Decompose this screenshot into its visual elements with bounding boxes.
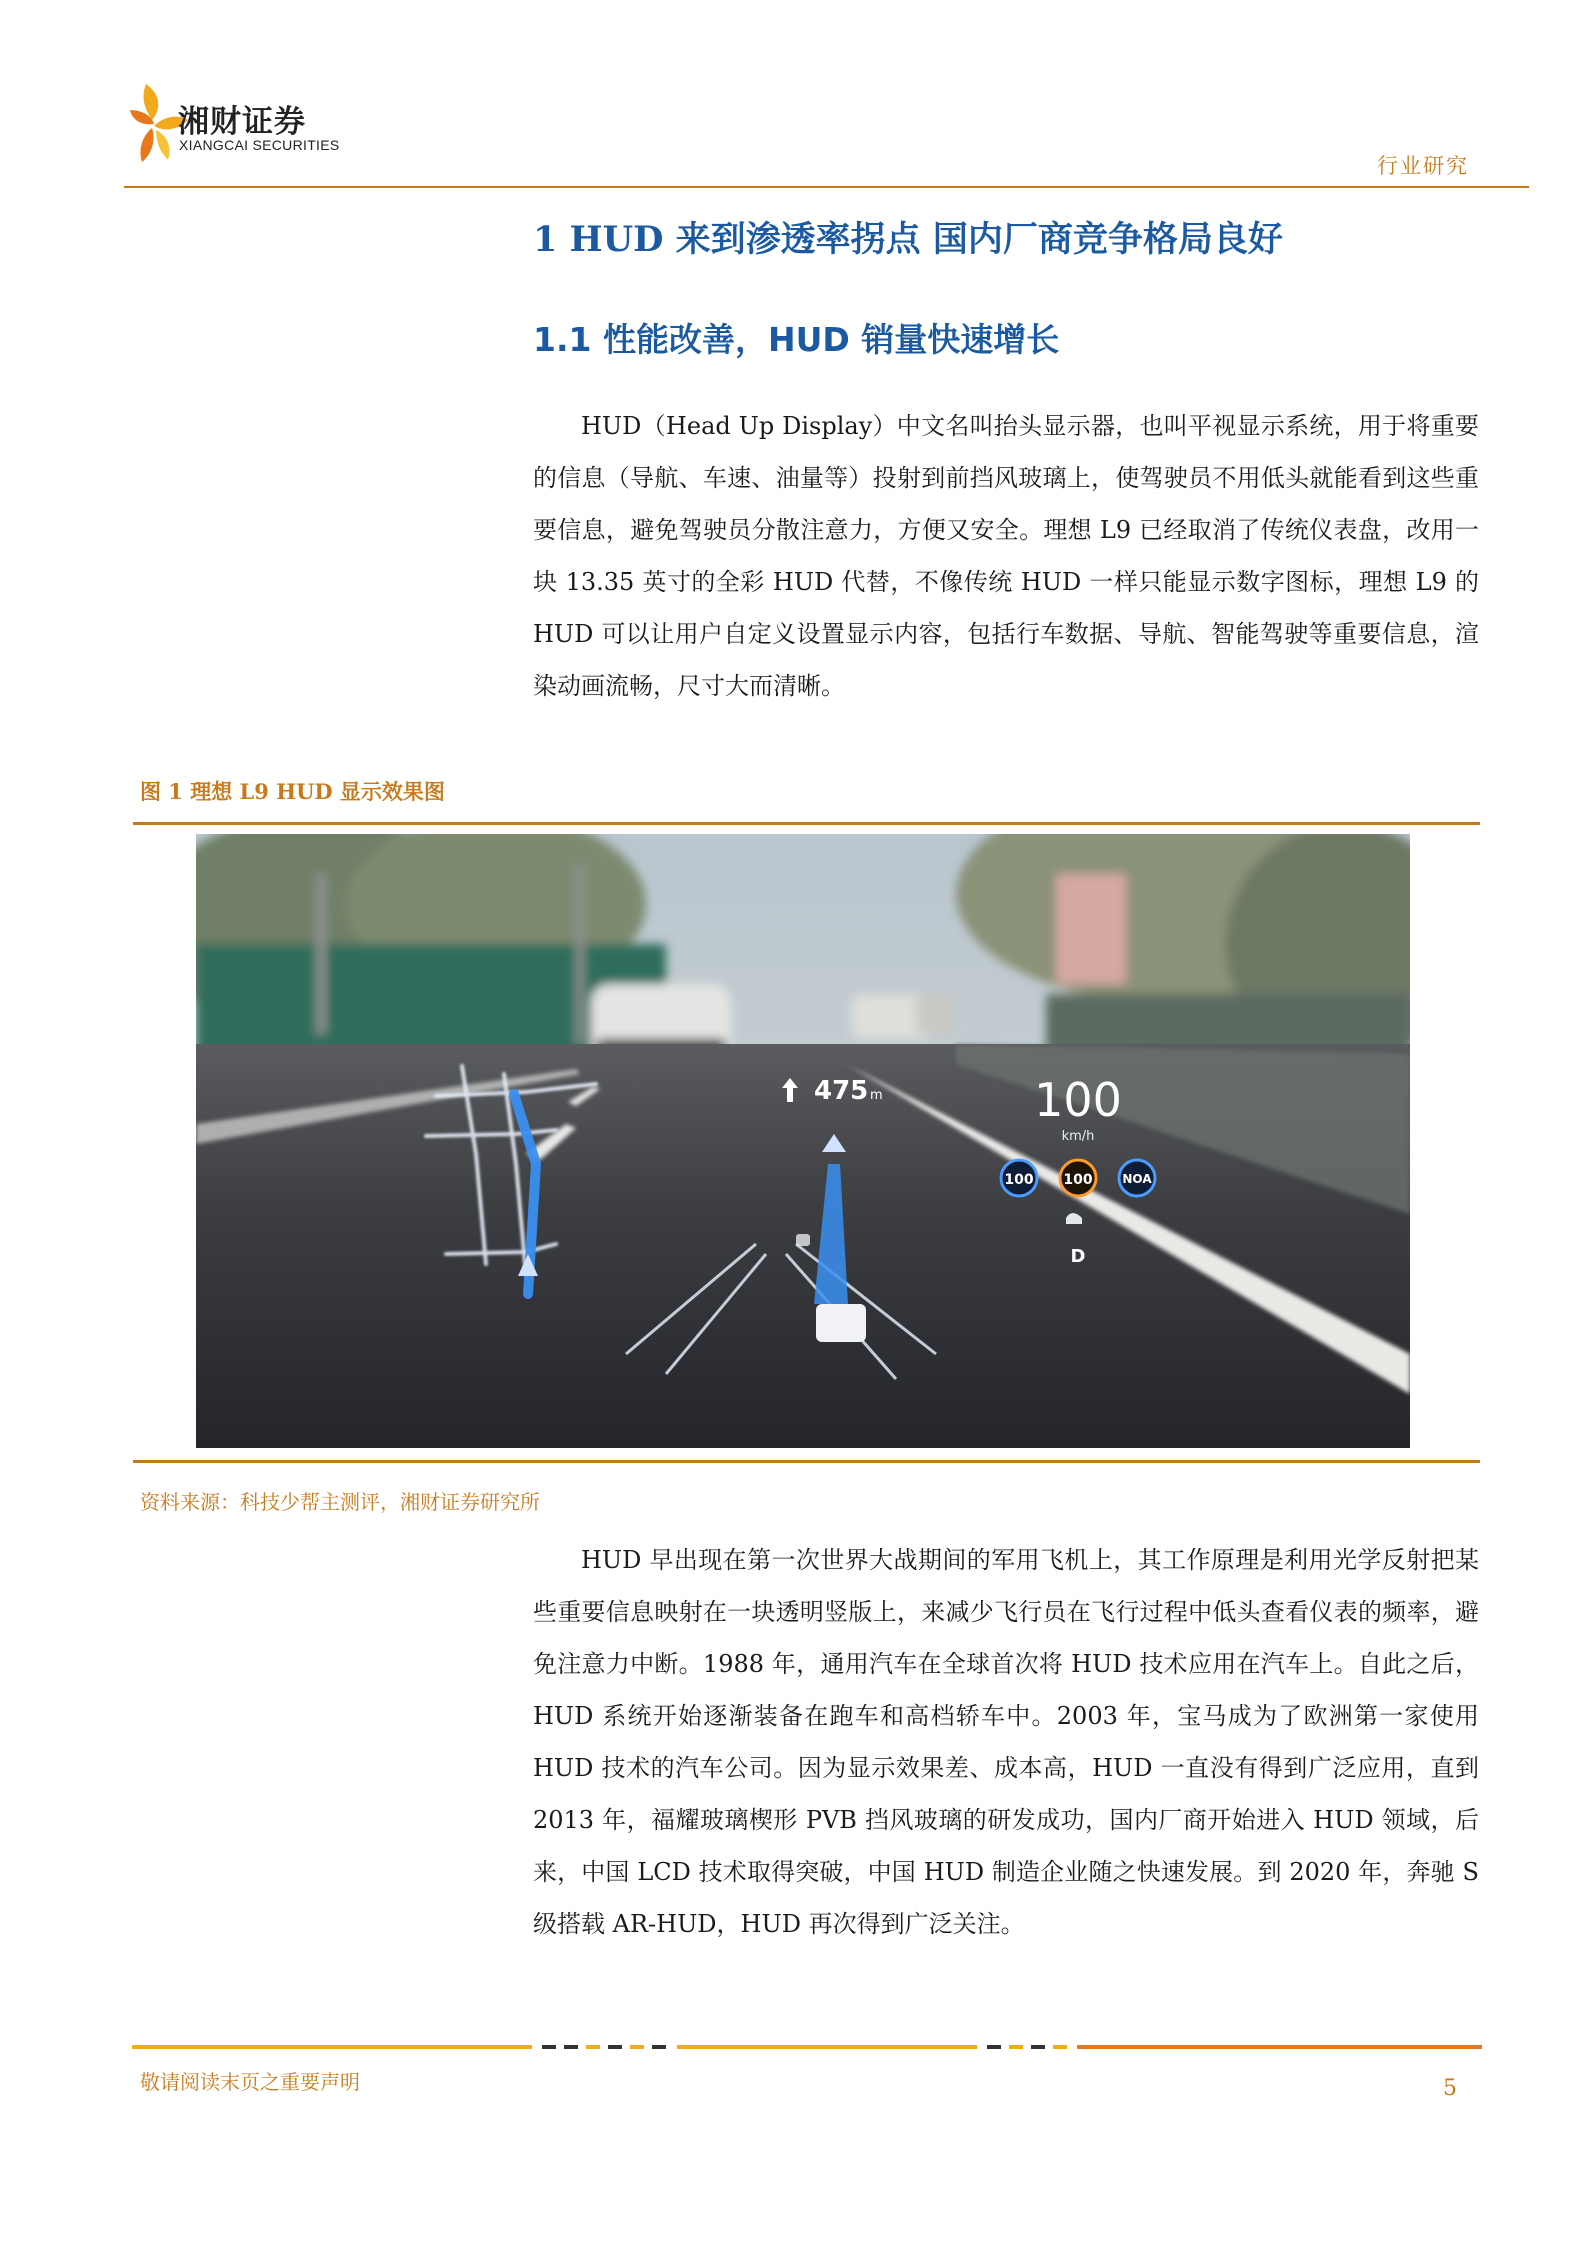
header-divider — [124, 186, 1529, 188]
footer-divider — [132, 2043, 1482, 2051]
ego-car-icon — [816, 1304, 866, 1342]
figure-bottom-rule — [133, 1460, 1480, 1463]
body-paragraph-1: HUD（Head Up Display）中文名叫抬头显示器，也叫平视显示系统，用于将重要的信息（导航、车速、油量等）投射到前挡风玻璃上，使驾驶员不用低头就能看到这些重要信息，避免驾驶员分散注意力，方便又安全。理想 L9 已经取消了传统仪表盘，改用一块 13.35 英寸的全彩 HUD 代替，不像传统 HUD 一样只能显示数字图标，理想 L9 的 HUD 可以让用户自定义设置显示内容，包括行车数据、导航、智能驾驶等重要信息，渲染动画流畅，尺寸大而清晰。 — [533, 412, 1479, 700]
footer-notice: 敬请阅读末页之重要声明 — [140, 2070, 360, 2094]
figure-source: 资料来源：科技少帮主测评，湘财证券研究所 — [140, 1490, 540, 1514]
hud-speed: 100 — [1034, 1073, 1122, 1127]
brand-name: 湘财证券 — [178, 104, 306, 140]
speed-limit-value: 100 — [1004, 1172, 1034, 1188]
hud-speed-unit: km/h — [1061, 1129, 1095, 1144]
hud-gear: D — [1070, 1246, 1086, 1267]
heading-level1: 1 HUD 来到渗透率拐点 国内厂商竞争格局良好 — [533, 219, 1283, 260]
hud-distance: 475 — [814, 1076, 869, 1106]
hud-photo — [196, 834, 1410, 1448]
noa-label: NOA — [1122, 1172, 1152, 1186]
figure-caption: 图 1 理想 L9 HUD 显示效果图 — [140, 779, 445, 804]
body-paragraph-2: HUD 早出现在第一次世界大战期间的军用飞机上，其工作原理是利用光学反射把某些重要信息映射在一块透明竖版上，来减少飞行员在飞行过程中低头查看仪表的频率，避免注意力中断。1988 年，通用汽车在全球首次将 HUD 技术应用在汽车上。自此之后，HUD 系统开始逐渐装备在跑车和高档轿车中。2003 年，宝马成为了欧洲第一家使用 HUD 技术的汽车公司。因为显示效果差、成本高，HUD 一直没有得到广泛应用，直到 2013 年，福耀玻璃楔形 PVB 挡风玻璃的研发成功，国内厂商开始进入 HUD 领域，后来，中国 LCD 技术取得突破，中国 HUD 制造企业随之快速发展。到 2020 年，奔驰 S 级搭载 AR-HUD，HUD 再次得到广泛关注。 — [533, 1546, 1479, 1938]
figure-top-rule — [133, 822, 1480, 825]
heading-level2: 1.1 性能改善，HUD 销量快速增长 — [533, 320, 1060, 359]
brand-subtitle: XIANGCAI SECURITIES — [179, 137, 340, 153]
cruise-speed-value: 100 — [1063, 1172, 1093, 1188]
hud-distance-unit: m — [870, 1088, 883, 1103]
section-label: 行业研究 — [1377, 154, 1469, 178]
page-number: 5 — [1443, 2076, 1457, 2101]
